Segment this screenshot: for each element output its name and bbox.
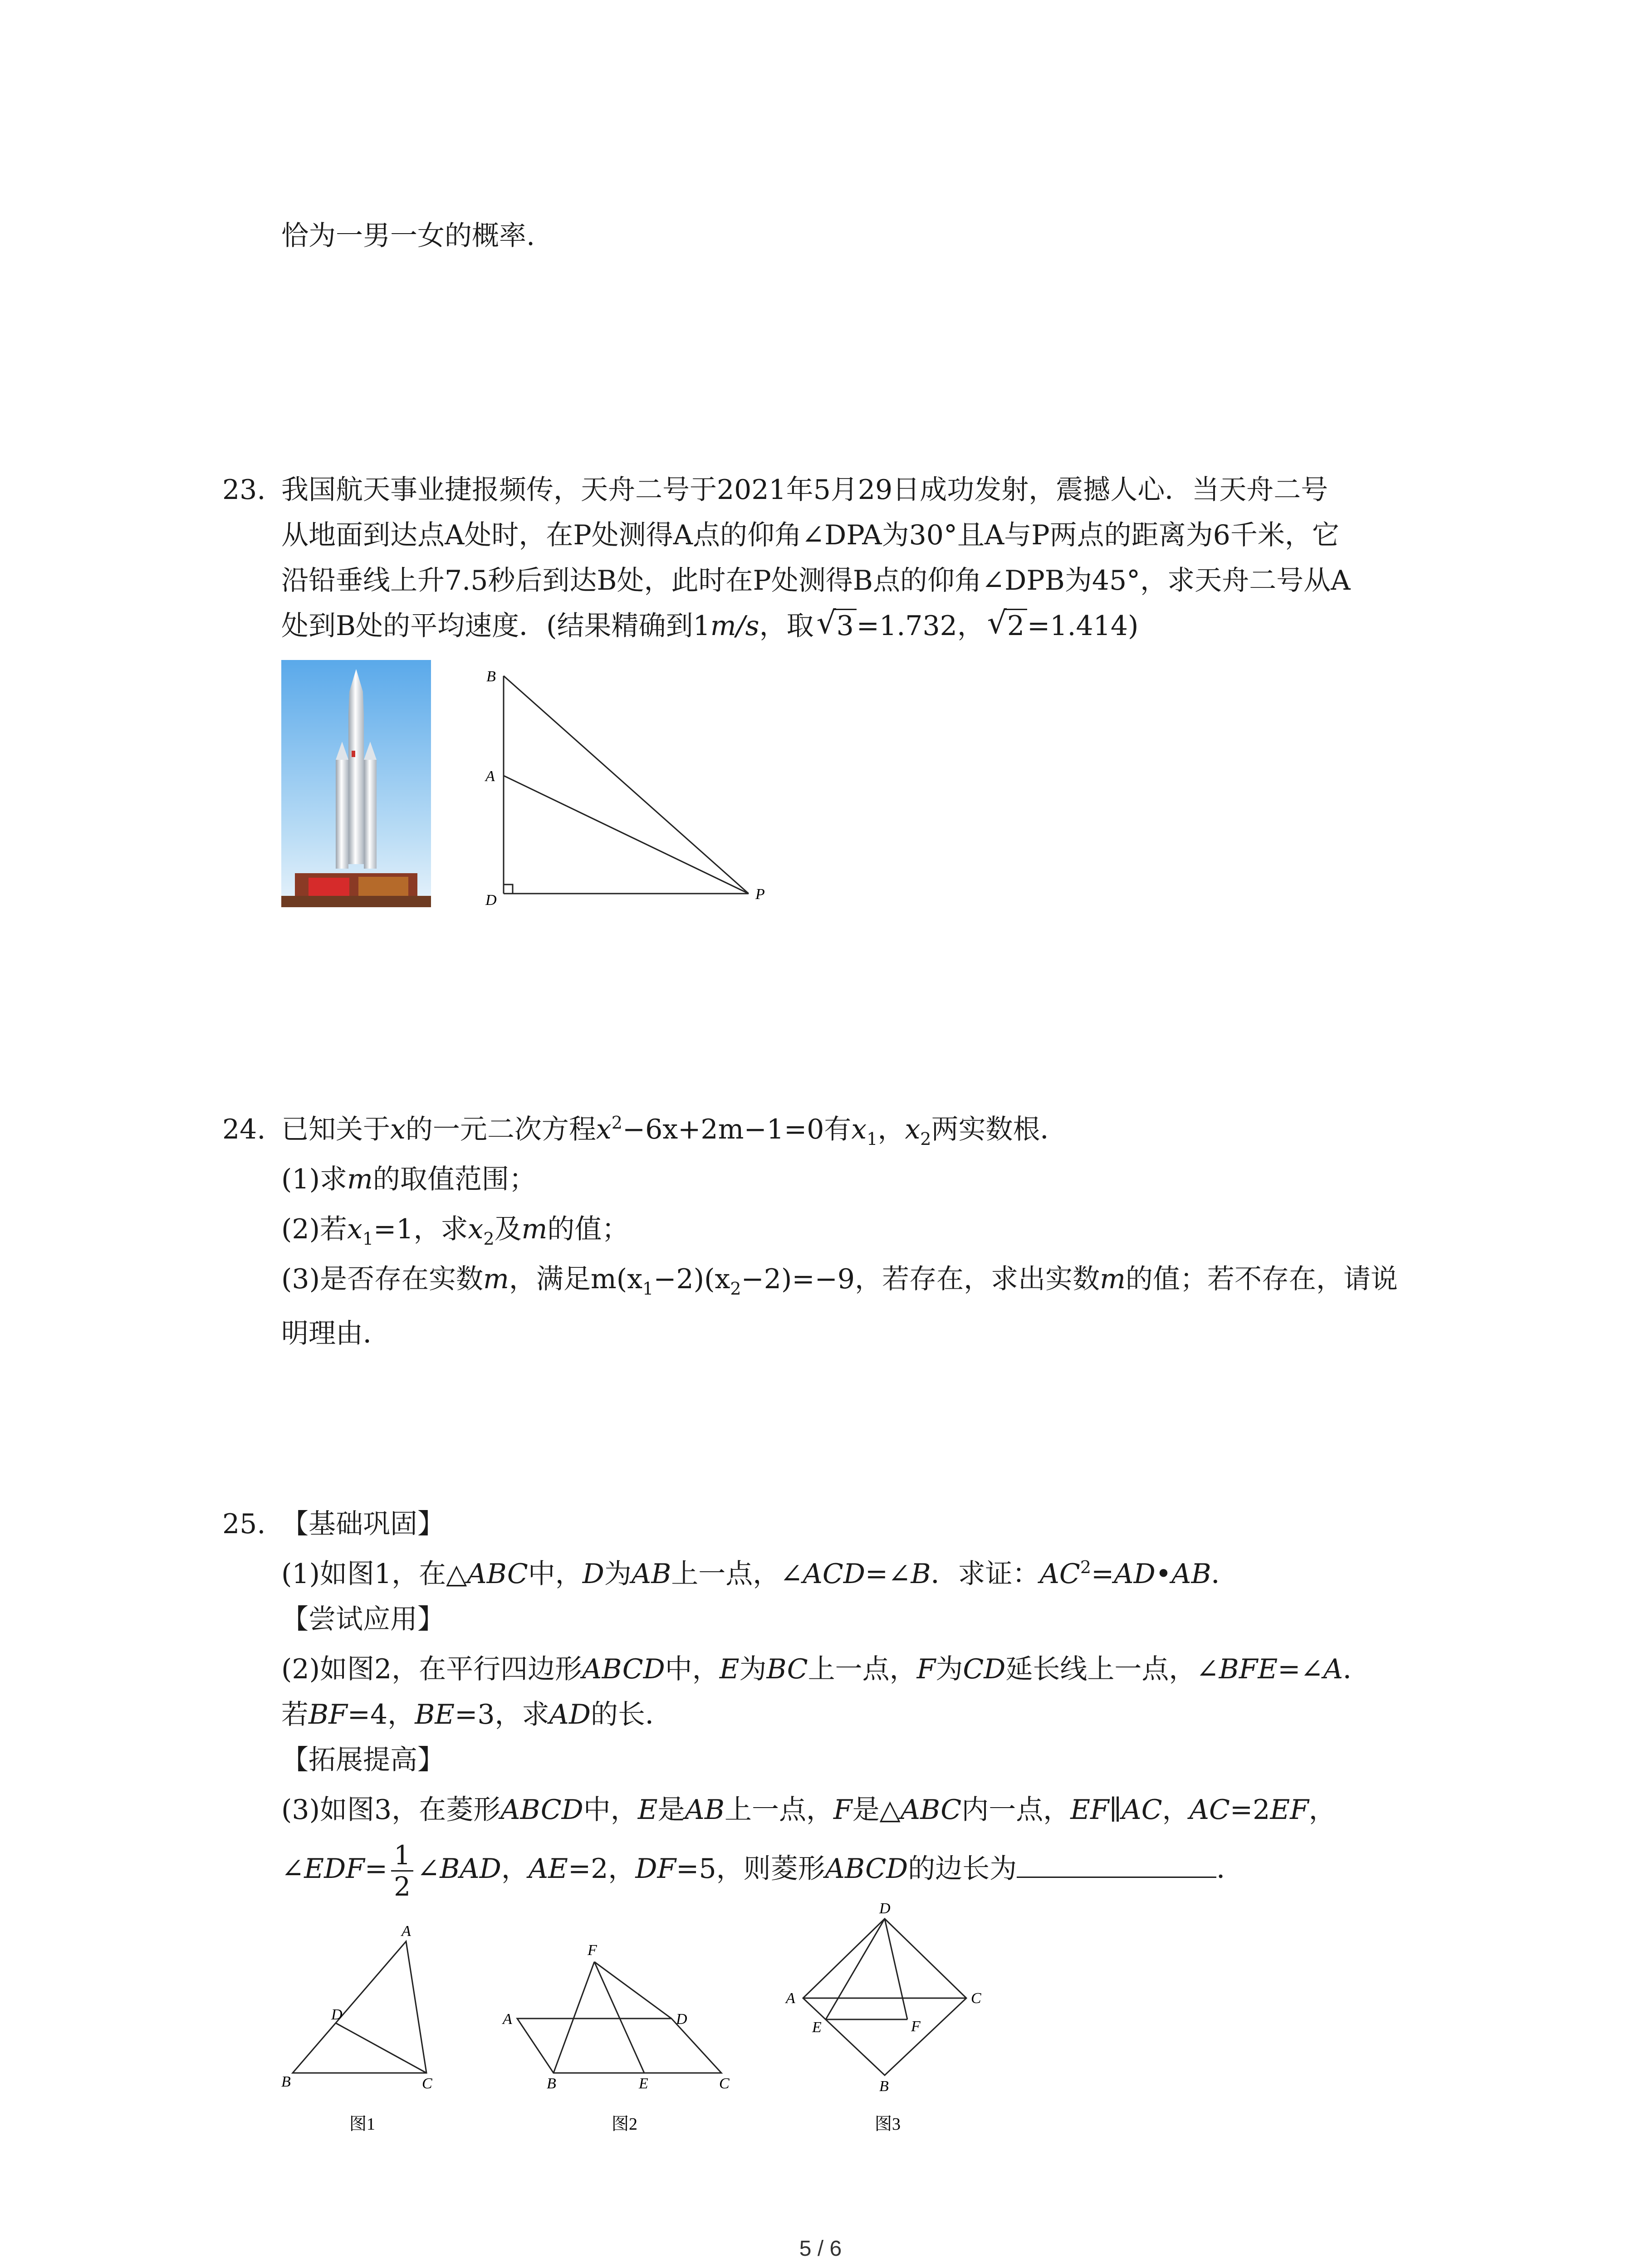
segment-AP: [504, 776, 749, 894]
label-F: F: [911, 2018, 921, 2035]
question-24-stem: 已知关于x的一元二次方程$x^2-6x+2m-1=0$有$x_1$，$x_2$两实数根．: [281, 1113, 1068, 1149]
q25-heading-3: 【拓展提高】: [281, 1744, 445, 1776]
question-23-figure: [476, 662, 789, 916]
segment-BP: [504, 676, 749, 894]
sqrt-3: √ 3: [817, 608, 857, 644]
label-A: A: [402, 1923, 411, 1940]
segment-CD: [336, 2023, 426, 2073]
segment-DF: [885, 1919, 907, 2019]
segment-FE: [594, 1962, 644, 2073]
q25-heading-1: 【基础巩固】: [281, 1508, 445, 1540]
label-E: E: [812, 2019, 822, 2036]
label-D: D: [485, 892, 497, 909]
question-23-line-2: 从地面到达点A处时，在P处测得A点的仰角∠DPA为30°且A与P两点的距离为6千米，它: [281, 519, 1339, 551]
question-24-part-2: (2)若$x_1=1$，求$x_2$及m的值；: [281, 1213, 629, 1249]
prev-question-tail: 恰为一男一女的概率.: [281, 220, 535, 252]
figure-3: [776, 1901, 1012, 2146]
label-E: E: [639, 2075, 648, 2092]
label-C: C: [719, 2075, 730, 2092]
label-B: B: [547, 2075, 556, 2092]
q25-heading-2: 【尝试应用】: [281, 1603, 445, 1635]
question-24-part-3-cont: 明理由．: [281, 1318, 390, 1349]
question-25-number: 25.: [222, 1508, 266, 1540]
question-23-line-4: 处到B处的平均速度．(结果精确到1m/s，取√ 3 =1.732，√ 2 =1.414): [281, 608, 1138, 644]
q25-part-2-cont: 若BF=4，BE=3，求AD的长．: [281, 1699, 672, 1730]
label-D: D: [879, 1901, 891, 1917]
label-A: A: [503, 2011, 512, 2028]
q25-part-2: (2)如图2，在平行四边形ABCD中，E为BC上一点，F为CD延长线上一点，∠BFE=∠A．: [281, 1653, 1371, 1685]
segment-FD: [594, 1962, 671, 2019]
question-24-part-3: (3)是否存在实数m，满足$m(x_1-2)(x_2-2)=-9$，若存在，求出实数m的值；若不存在，请说: [281, 1263, 1398, 1299]
question-24-part-1: (1)求m的取值范围；: [281, 1163, 536, 1195]
figure-1-caption: 图1: [349, 2115, 376, 2134]
segment-FB: [554, 1962, 594, 2073]
question-24-number: 24.: [222, 1114, 266, 1145]
question-23-line-3: 沿铅垂线上升7.5秒后到达B处，此时在P处测得B点的仰角∠DPB为45°，求天舟二号从A: [281, 565, 1351, 596]
figure-3-caption: 图3: [875, 2115, 901, 2134]
triangle-ABC: [293, 1941, 426, 2073]
parallelogram-ABCD: [517, 2019, 721, 2073]
label-F: F: [588, 1942, 597, 1959]
q25-part-3-cont: ∠EDF= $\frac{1}{2}$ ∠BAD，AE=2，DF=5，则菱形ABCD的边长为 ．: [281, 1839, 1244, 1902]
q25-part-3: (3)如图3，在菱形ABCD中，E是AB上一点，F是△ABC内一点，EF∥AC，AC=2EF，: [281, 1794, 1336, 1826]
sqrt-2: √ 2: [987, 608, 1027, 644]
question-23-number: 23.: [222, 474, 266, 506]
fraction-one-half: $\frac{1}{2}$: [391, 1842, 413, 1900]
label-D: D: [331, 2006, 343, 2023]
figure-2: [495, 1919, 749, 2146]
answer-blank[interactable]: [1017, 1851, 1216, 1878]
label-C: C: [422, 2075, 432, 2092]
question-23-line-1: 我国航天事业捷报频传，天舟二号于2021年5月29日成功发射，震撼人心．当天舟二号: [281, 474, 1328, 506]
rhombus-ABCD: [803, 1919, 966, 2075]
q25-part-1: (1)如图1，在△ABC中，D为AB上一点，∠ACD=∠B．求证：$AC^2=AD•AB$．: [281, 1557, 1239, 1590]
figure-1: [272, 1919, 454, 2146]
label-A: A: [485, 768, 495, 785]
label-A: A: [786, 1990, 795, 2007]
label-C: C: [971, 1990, 981, 2007]
label-P: P: [755, 886, 765, 903]
label-B: B: [879, 2078, 889, 2095]
label-B: B: [281, 2073, 291, 2090]
page-number: 5 / 6: [799, 2237, 842, 2261]
rocket-photo: [281, 660, 431, 907]
segment-DE: [826, 1919, 885, 2019]
right-angle-mark: [504, 885, 513, 894]
label-B: B: [486, 668, 496, 685]
figure-2-caption: 图2: [612, 2115, 638, 2134]
label-D: D: [676, 2011, 687, 2028]
